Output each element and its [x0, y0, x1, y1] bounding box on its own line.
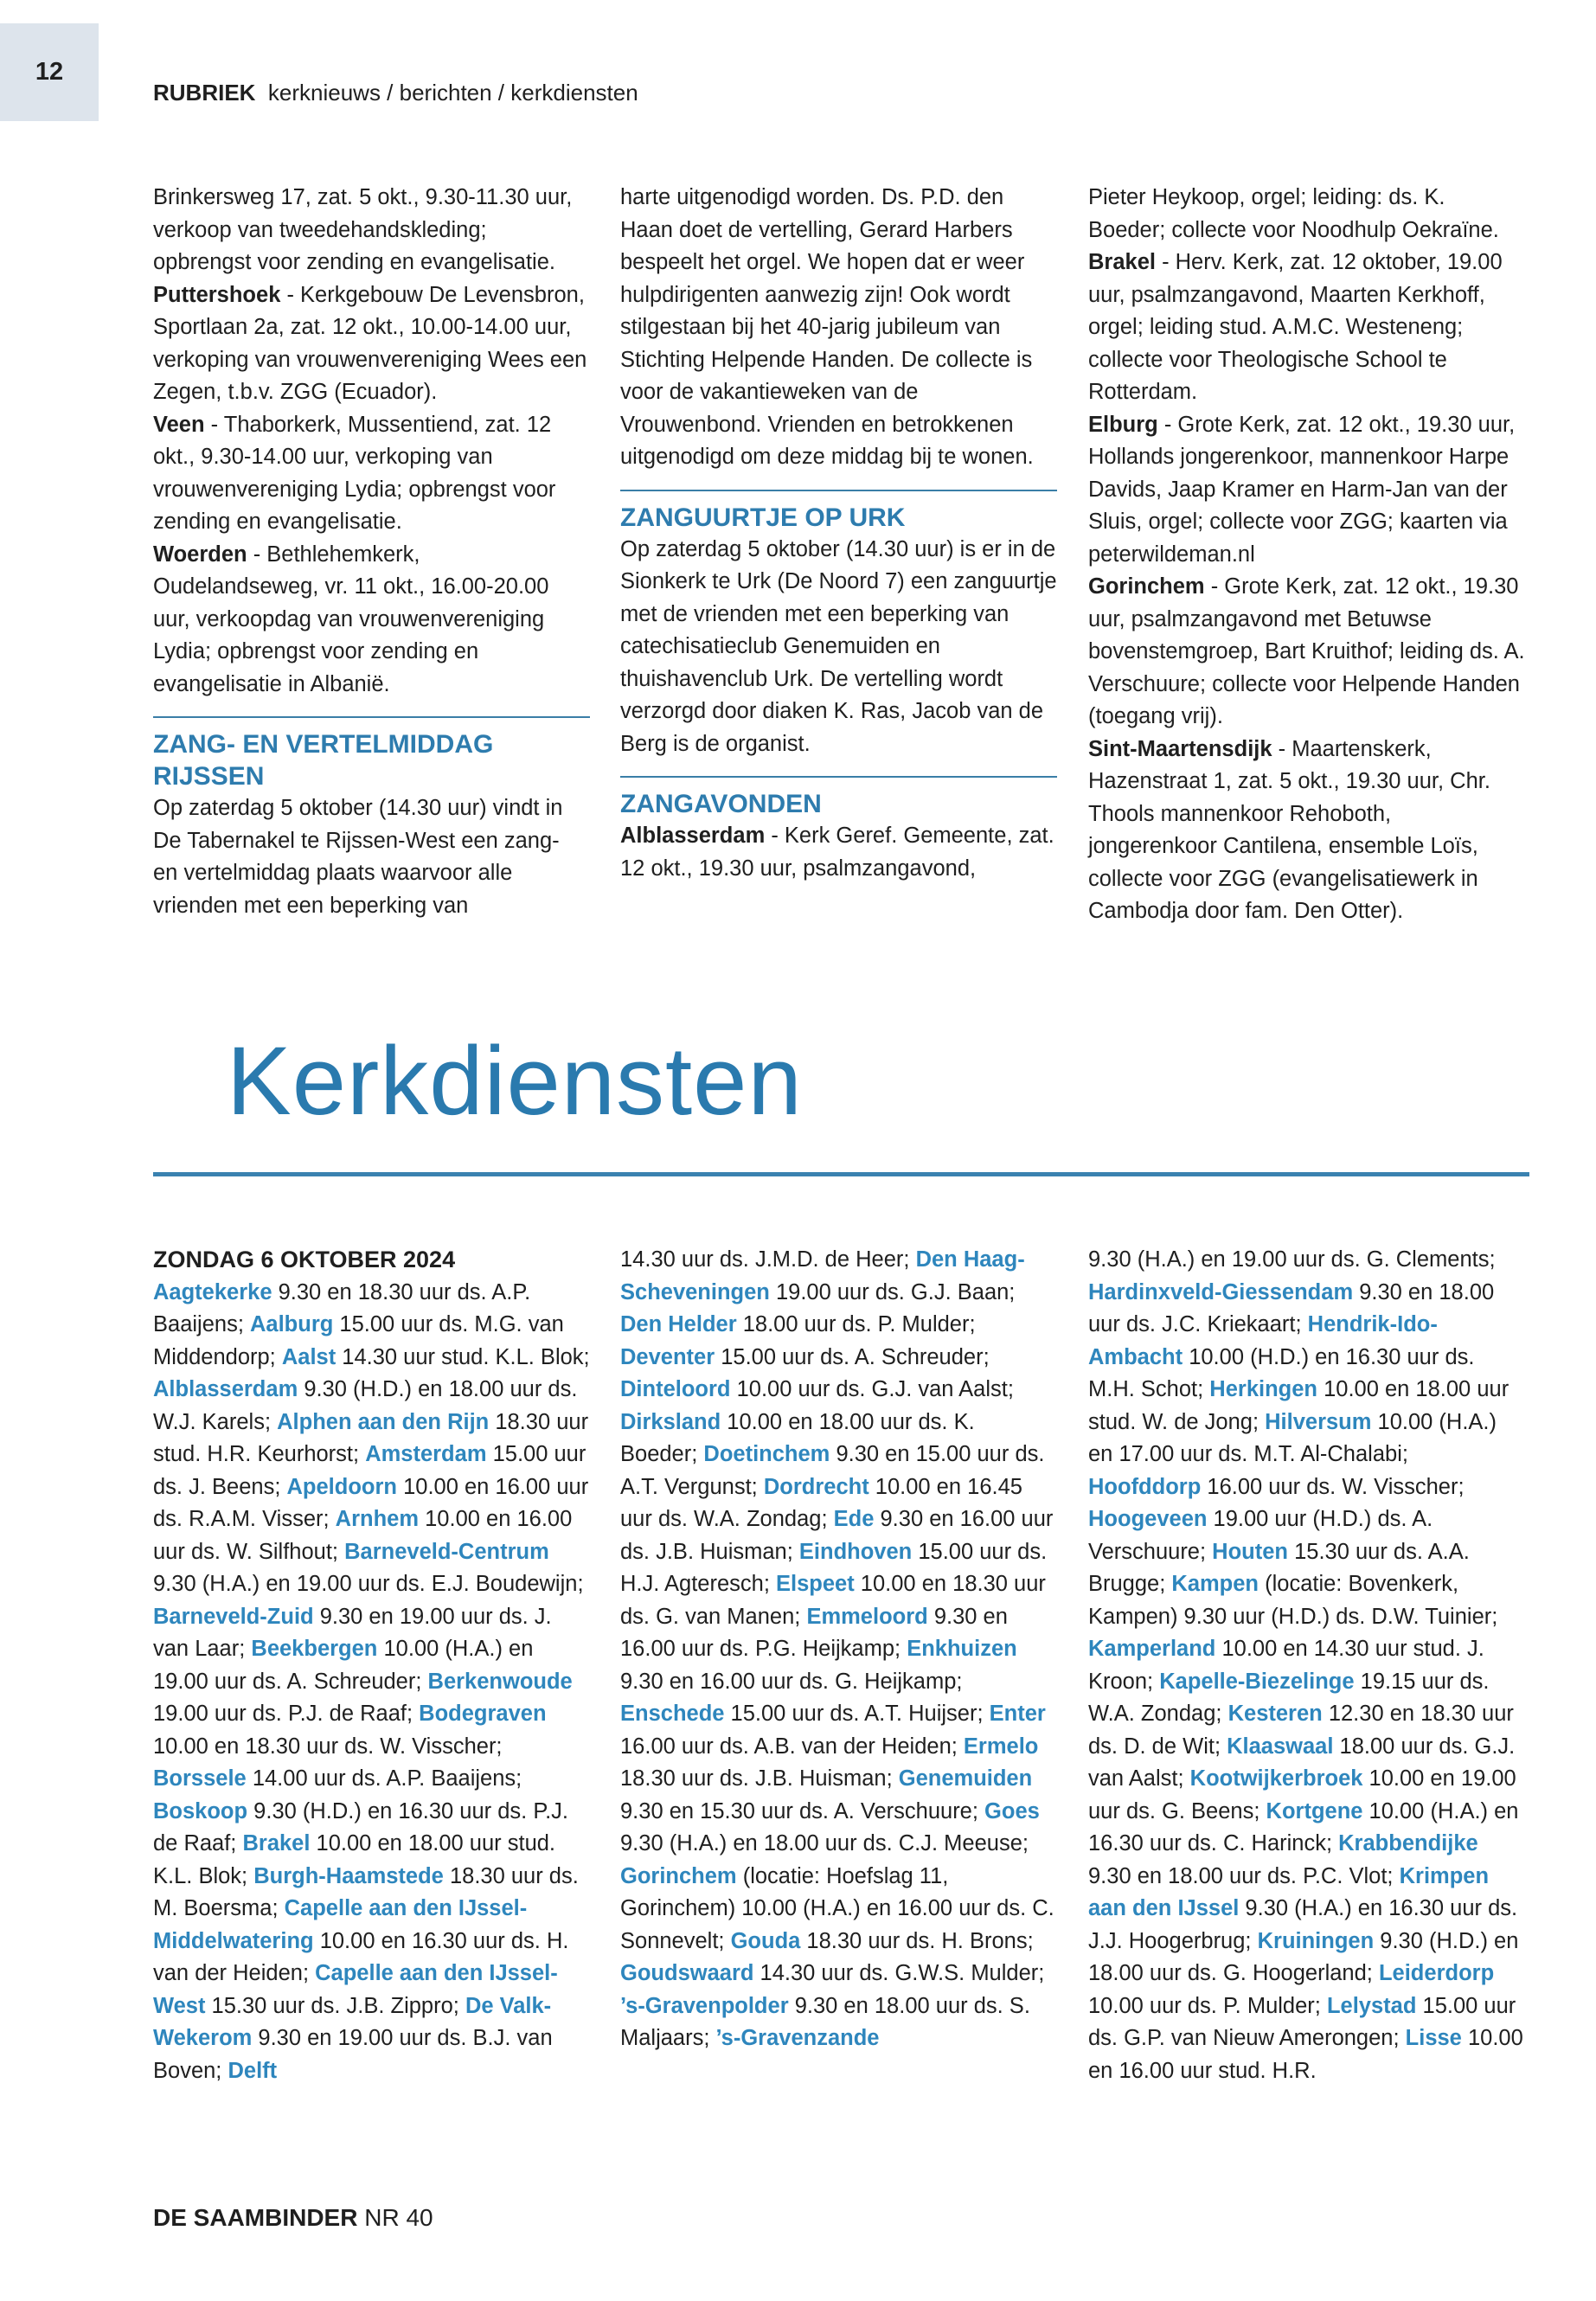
service-text: 19.00 uur ds. P.J. de Raaf;: [153, 1702, 420, 1726]
place-link: Goudswaard: [620, 1961, 754, 1985]
service-text: 10.00 (H.A.) en 16.30 uur ds. C. Harinck;: [1088, 1798, 1519, 1856]
section-divider: [620, 776, 1057, 778]
service-text: 10.00 en 18.00 uur ds. K. Boeder;: [620, 1409, 975, 1466]
service-text: 15.00 uur ds. M.G. van Middendorp;: [153, 1312, 564, 1369]
place-link: Hendrik-Ido-Ambacht: [1088, 1312, 1438, 1369]
place-name: Sint-Maartensdijk: [1088, 736, 1272, 761]
service-text: 9.30 (H.A.) en 18.00 uur ds. C.J. Meeuse;: [620, 1831, 1029, 1856]
place-link: Doetinchem: [703, 1442, 830, 1466]
service-text: 16.00 uur ds. A.B. van der Heiden;: [620, 1734, 964, 1759]
place-link: Amsterdam: [365, 1442, 487, 1466]
place-link: Dordrecht: [763, 1474, 869, 1499]
col3-intro: Pieter Heykoop, orgel; leiding: ds. K. Boeder; collecte voor Noodhulp Oekraïne.: [1088, 185, 1499, 242]
service-text: 9.30 (H.D.) en 18.00 uur ds. W.J. Karels;: [153, 1377, 578, 1434]
service-text: 10.00 en 16.00 uur stud. H.R.: [1088, 2026, 1523, 2083]
urk-text: Op zaterdag 5 oktober (14.30 uur) is er in de Sionkerk te Urk (De Noord 7) een zanguurtje met de vrienden met een beperking van catechisatieclub Genemuiden en thuishavenclub Urk. De vertelling wordt verzorgd door diaken K. Ras, Jacob van de Berg is de organist.: [620, 536, 1057, 756]
service-text: 19.00 uur ds. G.J. Baan;: [769, 1279, 1016, 1304]
place-link: Krabbendijke: [1338, 1831, 1478, 1856]
place-link: Goes: [984, 1798, 1040, 1823]
place-link: Gouda: [730, 1928, 801, 1953]
rubriek-header: [153, 80, 638, 106]
service-text: 9.30 en 19.00 uur ds. J. van Laar;: [153, 1604, 552, 1661]
service-text: 10.00 en 18.00 uur stud. K.L. Blok;: [153, 1831, 556, 1888]
event-item: [153, 279, 590, 409]
place-link: Apeldoorn: [286, 1474, 397, 1499]
place-link: Arnhem: [335, 1507, 420, 1531]
place-link: Hardinxveld-Giessendam: [1088, 1279, 1354, 1304]
place-link: De Valk-Wekerom: [153, 1993, 552, 2050]
service-text: 9.30 en 18.00 uur ds. S. Maljaars;: [620, 1993, 1030, 2050]
place-link: Genemuiden: [898, 1766, 1033, 1791]
service-text: 16.00 uur ds. W. Visscher;: [1201, 1474, 1465, 1499]
services-column-1: [153, 1244, 590, 2087]
service-text: 9.30 en 18.30 uur ds. A.P. Baaijens;: [153, 1279, 531, 1336]
col3-items: [1088, 247, 1525, 928]
service-text: 10.00 en 16.45 uur ds. W.A. Zondag;: [620, 1474, 1022, 1531]
place-link: Klaaswaal: [1227, 1734, 1334, 1759]
services-list-2: [620, 1244, 1057, 2055]
top-column-2: [620, 182, 1057, 885]
event-text: - Herv. Kerk, zat. 12 oktober, 19.00 uur, psalmzangavond, Maarten Kerkhoff, orgel; leiding stud. A.M.C. Westeneng; collecte voor Theologische School te Rotterdam.: [1088, 250, 1503, 404]
place-link: Kampen: [1171, 1572, 1259, 1596]
place-link: Dinteloord: [620, 1377, 731, 1401]
service-text: 12.30 en 18.30 uur ds. D. de Wit;: [1088, 1702, 1514, 1759]
place-link: Beekbergen: [251, 1637, 378, 1661]
place-link: Kortgene: [1266, 1798, 1363, 1823]
col1-intro: Brinkersweg 17, zat. 5 okt., 9.30-11.30 uur, verkoop van tweedehandskleding; opbrengst voor zending en evangelisatie.: [153, 185, 573, 274]
zang-heading: ZANG- EN VERTELMIDDAG RIJSSEN: [153, 730, 494, 791]
service-text: 10.00 (H.D.) en 16.30 uur ds. M.H. Schot;: [1088, 1344, 1475, 1401]
place-name: Puttershoek: [153, 282, 281, 307]
service-text: 19.00 uur (H.D.) ds. A. Verschuure;: [1088, 1507, 1433, 1564]
service-text: 9.30 en 18.00 uur ds. P.C. Vlot;: [1088, 1863, 1400, 1888]
place-link: Den Haag-Scheveningen: [620, 1247, 1025, 1304]
top-column-1: [153, 182, 590, 922]
rubriek-path: kerknieuws / berichten / kerkdiensten: [267, 80, 638, 106]
page-number: [0, 23, 99, 121]
service-text: 14.30 uur ds. G.W.S. Mulder;: [753, 1961, 1045, 1985]
services-list-3: [1088, 1244, 1525, 2087]
place-name: Elburg: [1088, 412, 1158, 437]
service-text: (locatie: Bovenkerk, Kampen) 9.30 uur (H.D.) ds. D.W. Tuinier;: [1088, 1572, 1498, 1629]
place-link: Bodegraven: [419, 1702, 547, 1726]
service-text: 18.00 uur ds. P. Mulder;: [736, 1312, 976, 1336]
service-text: 15.00 uur ds. H.J. Agteresch;: [620, 1539, 1048, 1596]
place-link: Enkhuizen: [907, 1637, 1017, 1661]
service-text: 15.00 uur ds. A. Schreuder;: [715, 1344, 990, 1369]
event-item: [153, 409, 590, 539]
place-link: Lisse: [1405, 2026, 1462, 2050]
place-link: Barneveld-Centrum: [344, 1539, 549, 1564]
service-text: 9.30 en 16.00 uur ds. J.B. Huisman;: [620, 1507, 1054, 1564]
place-link: Aalst: [281, 1344, 337, 1369]
place-link: Aagtekerke: [153, 1279, 272, 1304]
service-text: 9.30 (H.A.) en 19.00 uur ds. G. Clements;: [1088, 1247, 1496, 1272]
service-text: 10.00 uur ds. G.J. van Aalst;: [730, 1377, 1014, 1401]
place-link: Hilversum: [1265, 1409, 1372, 1434]
event-text: - Grote Kerk, zat. 12 okt., 19.30 uur, psalmzangavond met Betuwse bovenstemgroep, Bart Kruithof; leiding ds. A. Verschuure; collecte voor Helpende Handen (toegang vrij).: [1088, 574, 1525, 728]
place-link: Emmeloord: [806, 1604, 928, 1629]
rubriek-label: RUBRIEK: [153, 80, 256, 106]
service-text: 10.00 en 19.00 uur ds. G. Beens;: [1088, 1766, 1516, 1823]
service-text: 10.00 en 18.00 uur stud. W. de Jong;: [1088, 1377, 1509, 1434]
event-text: - Bethlehemkerk, Oudelandseweg, vr. 11 okt., 16.00-20.00 uur, verkoopdag van vrouwenvereniging Lydia; opbrengst voor zending en evangelisatie in Albanië.: [153, 542, 549, 696]
top-column-3: [1088, 182, 1525, 928]
event-item: [153, 539, 590, 702]
place-link: Kruiningen: [1257, 1928, 1375, 1953]
place-link: Gorinchem: [620, 1863, 737, 1888]
place-link: Barneveld-Zuid: [153, 1604, 314, 1629]
place-link: Hoofddorp: [1088, 1474, 1202, 1499]
place-link: Boskoop: [153, 1798, 248, 1823]
services-column-2: [620, 1244, 1057, 2055]
event-item: [1088, 409, 1525, 572]
section-divider: [153, 716, 590, 718]
urk-heading: ZANGUURTJE OP URK: [620, 503, 906, 532]
service-text: 19.15 uur ds. W.A. Zondag;: [1088, 1669, 1490, 1726]
place-name: Brakel: [1088, 250, 1156, 274]
service-text: (locatie: Hoefslag 11, Gorinchem) 10.00 (H.A.) en 16.00 uur ds. C. Sonnevelt;: [620, 1863, 1054, 1953]
service-text: 9.30 en 15.30 uur ds. A. Verschuure;: [620, 1798, 985, 1823]
service-text: 10.00 en 16.00 uur ds. R.A.M. Visser;: [153, 1474, 589, 1531]
place-link: Den Helder: [620, 1312, 737, 1336]
place-link: Burgh-Haamstede: [253, 1863, 444, 1888]
service-text: 10.00 en 18.30 uur ds. G. van Manen;: [620, 1572, 1046, 1629]
service-text: 15.00 uur ds. A.T. Huijser;: [724, 1702, 990, 1726]
place-link: Capelle aan den IJssel-Middelwatering: [153, 1896, 528, 1953]
place-link: ’s-Gravenpolder: [620, 1993, 789, 2018]
place-name: Gorinchem: [1088, 574, 1205, 599]
place-link: Dirksland: [620, 1409, 721, 1434]
event-text: - Kerk Geref. Gemeente, zat. 12 okt., 19.30 uur, psalmzangavond,: [620, 824, 1054, 881]
service-text: 9.30 (H.D.) en 18.00 uur ds. G. Hoogerland;: [1088, 1928, 1519, 1985]
service-text: 9.30 en 18.00 uur ds. J.C. Kriekaart;: [1088, 1279, 1495, 1336]
event-text: - Grote Kerk, zat. 12 okt., 19.30 uur, Hollands jongerenkoor, mannenkoor Harpe Davids, Jaap Kramer en Harm-Jan van der Sluis, orgel; collecte voor ZGG; kaarten via peterwildeman.nl: [1088, 412, 1516, 567]
service-text: 10.00 en 16.00 uur ds. W. Silfhout;: [153, 1507, 573, 1564]
service-text: 18.00 uur ds. G.J. van Aalst;: [1088, 1734, 1516, 1791]
service-text: 15.30 uur ds. J.B. Zippro;: [205, 1993, 465, 2018]
place-name: Alblasserdam: [620, 824, 766, 848]
place-link: Leiderdorp: [1378, 1961, 1495, 1985]
service-text: 18.30 uur ds. H. Brons;: [800, 1928, 1034, 1953]
title-rule: [153, 1172, 1529, 1176]
col1-items: [153, 279, 590, 702]
service-text: 14.30 uur ds. J.M.D. de Heer;: [620, 1247, 916, 1272]
service-text: 9.30 en 16.00 uur ds. P.G. Heijkamp;: [620, 1604, 1008, 1661]
event-text: - Maartenskerk, Hazenstraat 1, zat. 5 okt., 19.30 uur, Chr. Thools mannenkoor Rehoboth, jongerenkoor Cantilena, ensemble Loïs, collecte voor ZGG (evangelisatiewerk in Cambodja door fam. Den Otter).: [1088, 736, 1490, 923]
place-link: Krimpen aan den IJssel: [1088, 1863, 1490, 1920]
place-link: Kapelle-Biezelinge: [1159, 1669, 1355, 1694]
service-text: 9.30 (H.A.) en 19.00 uur ds. E.J. Boudewijn;: [153, 1572, 584, 1596]
service-text: 14.00 uur ds. A.P. Baaijens;: [246, 1766, 522, 1791]
service-text: 10.00 en 16.30 uur ds. H. van der Heiden;: [153, 1928, 569, 1985]
service-text: 15.00 uur ds. J. Beens;: [153, 1442, 586, 1499]
footer-title: DE SAAMBINDER: [153, 2204, 358, 2231]
place-link: Hoogeveen: [1088, 1507, 1208, 1531]
service-text: 18.30 uur ds. M. Boersma;: [153, 1863, 579, 1920]
service-text: 10.00 (H.A.) en 19.00 uur ds. A. Schreuder;: [153, 1637, 534, 1694]
service-text: 14.30 uur stud. K.L. Blok;: [336, 1344, 590, 1369]
service-text: 10.00 (H.A.) en 17.00 uur ds. M.T. Al-Chalabi;: [1088, 1409, 1497, 1466]
place-link: Kootwijkerbroek: [1189, 1766, 1363, 1791]
services-list-1: [153, 1277, 590, 2088]
place-name: Veen: [153, 412, 205, 437]
page-number-text: 12: [35, 58, 64, 86]
place-name: Woerden: [153, 542, 247, 567]
service-text: 9.30 (H.A.) en 16.30 uur ds. J.J. Hoogerbrug;: [1088, 1896, 1518, 1953]
place-link: Brakel: [242, 1831, 311, 1856]
place-link: Kesteren: [1227, 1702, 1323, 1726]
place-link: Houten: [1212, 1539, 1288, 1564]
zangavonden-first: [620, 820, 1057, 885]
event-item: [1088, 571, 1525, 734]
service-text: 9.30 en 16.00 uur ds. G. Heijkamp;: [620, 1669, 963, 1694]
place-link: Kamperland: [1088, 1637, 1216, 1661]
place-link: Elspeet: [776, 1572, 855, 1596]
place-link: Capelle aan den IJssel-West: [153, 1961, 558, 2018]
place-link: Borssele: [153, 1766, 247, 1791]
services-column-3: [1088, 1244, 1525, 2087]
zangavonden-heading: ZANGAVONDEN: [620, 790, 822, 818]
col2-continuation: harte uitgenodigd worden. Ds. P.D. den Haan doet de vertelling, Gerard Harbers bespeelt het orgel. We hopen dat er weer hulpdirigenten aanwezig zijn! Ook wordt stilgestaan bij het 40-jarig jubileum van Stichting Helpende Handen. De collecte is voor de vakantieweken van de Vrouwenbond. Vrienden en betrokkenen uitgenodigd om deze middag bij te wonen.: [620, 185, 1034, 469]
kerkdiensten-title: Kerkdiensten: [227, 1027, 803, 1135]
place-link: Enschede: [620, 1702, 725, 1726]
place-link: Herkingen: [1209, 1377, 1317, 1401]
zang-text: Op zaterdag 5 oktober (14.30 uur) vindt in De Tabernakel te Rijssen-West een zang- en vertelmiddag plaats waarvoor alle vrienden met een beperking van: [153, 796, 563, 918]
footer-issue: NR 40: [364, 2204, 433, 2231]
service-text: 9.30 en 15.00 uur ds. A.T. Vergunst;: [620, 1442, 1045, 1499]
place-link: ’s-Gravenzande: [715, 2026, 880, 2050]
place-link: Aalburg: [250, 1312, 334, 1336]
service-text: 10.00 en 14.30 uur stud. J. Kroon;: [1088, 1637, 1484, 1694]
place-link: Alblasserdam: [153, 1377, 298, 1401]
service-text: 10.00 en 18.30 uur ds. W. Visscher;: [153, 1734, 503, 1759]
event-item: [1088, 247, 1525, 409]
place-link: Ede: [833, 1507, 875, 1531]
event-text: - Kerkgebouw De Levensbron, Sportlaan 2a, zat. 12 okt., 10.00-14.00 uur, verkoping van vrouwenvereniging Wees een Zegen, t.b.v. ZGG (Ecuador).: [153, 282, 587, 404]
service-text: 10.00 uur ds. P. Mulder;: [1088, 1993, 1327, 2018]
place-link: Eindhoven: [798, 1539, 913, 1564]
service-text: 18.30 uur ds. J.B. Huisman;: [620, 1766, 899, 1791]
service-text: 18.30 uur stud. H.R. Keurhorst;: [153, 1409, 589, 1466]
place-link: Delft: [228, 2058, 278, 2083]
place-link: Enter: [989, 1702, 1046, 1726]
place-link: Alphen aan den Rijn: [277, 1409, 490, 1434]
place-link: Deventer: [620, 1344, 715, 1369]
service-text: 15.00 uur ds. G.P. van Nieuw Amerongen;: [1088, 1993, 1516, 2050]
date-heading: ZONDAG 6 OKTOBER 2024: [153, 1247, 456, 1272]
event-text: - Thaborkerk, Mussentiend, zat. 12 okt., 9.30-14.00 uur, verkoping van vrouwenvereniging Lydia; opbrengst voor zending en evangelisatie.: [153, 412, 556, 534]
place-link: Lelystad: [1326, 1993, 1417, 2018]
place-link: Ermelo: [963, 1734, 1039, 1759]
place-link: Berkenwoude: [427, 1669, 573, 1694]
footer: [153, 2204, 433, 2232]
service-text: 9.30 (H.D.) en 16.30 uur ds. P.J. de Raaf;: [153, 1798, 568, 1856]
service-text: 9.30 en 19.00 uur ds. B.J. van Boven;: [153, 2026, 553, 2083]
event-item: [1088, 734, 1525, 928]
service-text: 15.30 uur ds. A.A. Brugge;: [1088, 1539, 1470, 1596]
section-divider: [620, 490, 1057, 491]
